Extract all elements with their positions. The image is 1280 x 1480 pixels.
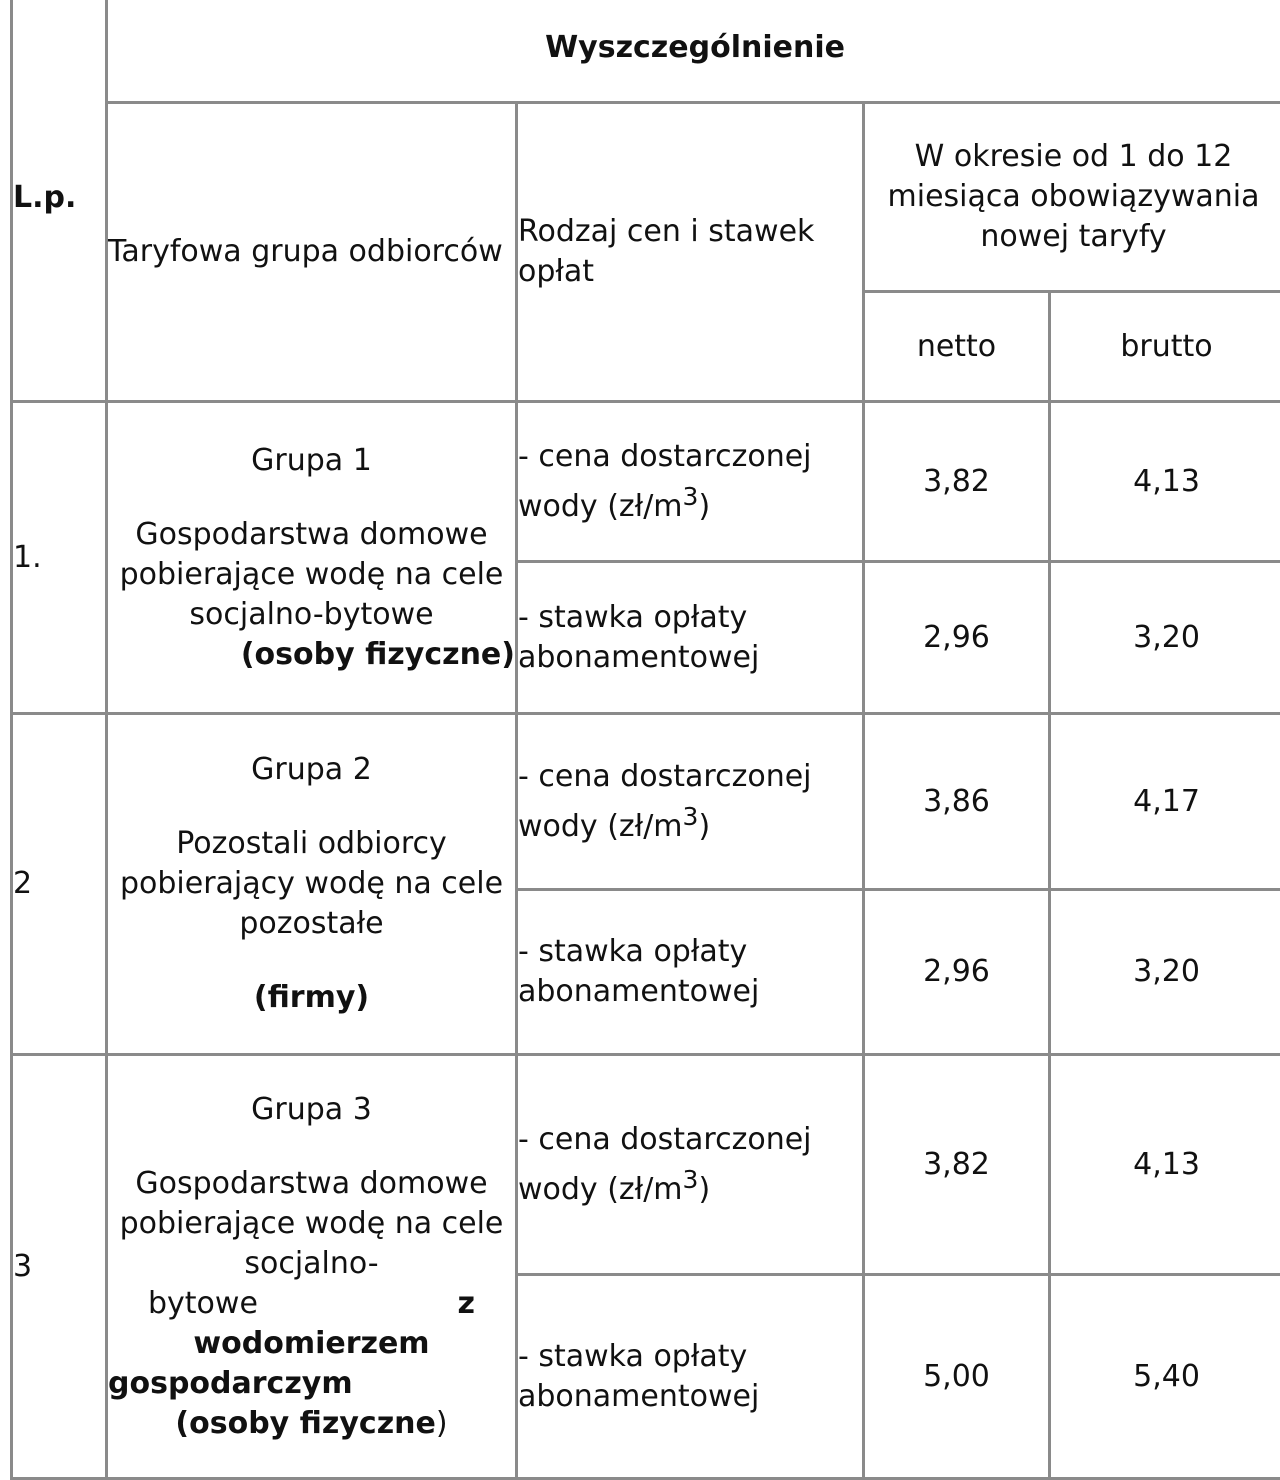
brutto-value: 5,40 — [1050, 1275, 1280, 1479]
brutto-value: 3,20 — [1050, 890, 1280, 1055]
rate-label-suffix: ) — [698, 1172, 710, 1207]
group-note-meter: wodomierzem — [108, 1324, 515, 1364]
rate-label: - stawka opłaty abonamentowej — [517, 1275, 864, 1479]
netto-value: 3,86 — [864, 714, 1050, 890]
rate-column-header: Rodzaj cen i stawek opłat — [517, 103, 864, 402]
table-title: Wyszczególnienie — [107, 0, 1280, 103]
group-spacer — [108, 944, 515, 978]
brutto-value: 3,20 — [1050, 562, 1280, 714]
rate-label — [517, 402, 864, 562]
period-column-header: W okresie od 1 do 12 miesiąca obowiązywania nowej taryfy — [864, 103, 1280, 292]
group-description: Gospodarstwa domowe pobierające wodę na cele socjalno-bytowe — [108, 515, 515, 635]
group-note: (osoby fizyczne) — [108, 635, 515, 675]
group-cell — [107, 714, 517, 1055]
group-description-line — [108, 1284, 515, 1324]
tariff-table-wrapper — [10, 0, 1280, 1480]
netto-value: 3,82 — [864, 1055, 1050, 1275]
rate-label-text: - cena dostarczonej wody (zł/m — [518, 1122, 812, 1207]
rate-label-text: - cena dostarczonej wody (zł/m — [518, 759, 812, 844]
group-name: Grupa 1 — [108, 441, 515, 481]
group-cell — [107, 1055, 517, 1479]
netto-value: 2,96 — [864, 890, 1050, 1055]
netto-header: netto — [864, 292, 1050, 402]
netto-value: 5,00 — [864, 1275, 1050, 1479]
group-cell — [107, 402, 517, 714]
brutto-value: 4,13 — [1050, 402, 1280, 562]
row-number: 1. — [12, 402, 107, 714]
header-row-1 — [12, 0, 1280, 103]
group-name: Grupa 3 — [108, 1090, 515, 1130]
group-description: Gospodarstwa domowe pobierające wodę na cele socjalno- — [108, 1164, 515, 1284]
table-row — [12, 714, 1280, 890]
header-row-2 — [12, 103, 1280, 292]
group-spacer — [108, 481, 515, 515]
unit-superscript: 3 — [683, 1165, 699, 1194]
table-row — [12, 1055, 1280, 1275]
group-spacer — [108, 790, 515, 824]
rate-label: - stawka opłaty abonamentowej — [517, 890, 864, 1055]
unit-superscript: 3 — [683, 802, 699, 831]
row-number: 2 — [12, 714, 107, 1055]
rate-label: - stawka opłaty abonamentowej — [517, 562, 864, 714]
group-note-line — [108, 1404, 515, 1444]
group-note: (osoby fizyczne — [175, 1406, 435, 1441]
netto-value: 2,96 — [864, 562, 1050, 714]
group-spacer — [108, 1130, 515, 1164]
lp-header: L.p. — [12, 0, 107, 402]
netto-value: 3,82 — [864, 402, 1050, 562]
group-name: Grupa 2 — [108, 750, 515, 790]
group-note-z: z — [458, 1284, 475, 1324]
brutto-value: 4,13 — [1050, 1055, 1280, 1275]
row-number: 3 — [12, 1055, 107, 1479]
group-column-header: Taryfowa grupa odbiorców — [107, 103, 517, 402]
group-description: Pozostali odbiorcy pobierający wodę na cele pozostałe — [108, 824, 515, 944]
group-description-end: bytowe — [148, 1284, 258, 1324]
unit-superscript: 3 — [683, 482, 699, 511]
group-note-close: ) — [436, 1406, 448, 1441]
rate-label — [517, 714, 864, 890]
brutto-header: brutto — [1050, 292, 1280, 402]
rate-label — [517, 1055, 864, 1275]
table-row — [12, 402, 1280, 562]
brutto-value: 4,17 — [1050, 714, 1280, 890]
rate-label-text: - cena dostarczonej wody (zł/m — [518, 439, 812, 524]
rate-label-suffix: ) — [698, 809, 710, 844]
group-note: (firmy) — [108, 978, 515, 1018]
rate-label-suffix: ) — [698, 489, 710, 524]
tariff-table — [10, 0, 1280, 1480]
group-note-econ: gospodarczym — [108, 1364, 515, 1404]
